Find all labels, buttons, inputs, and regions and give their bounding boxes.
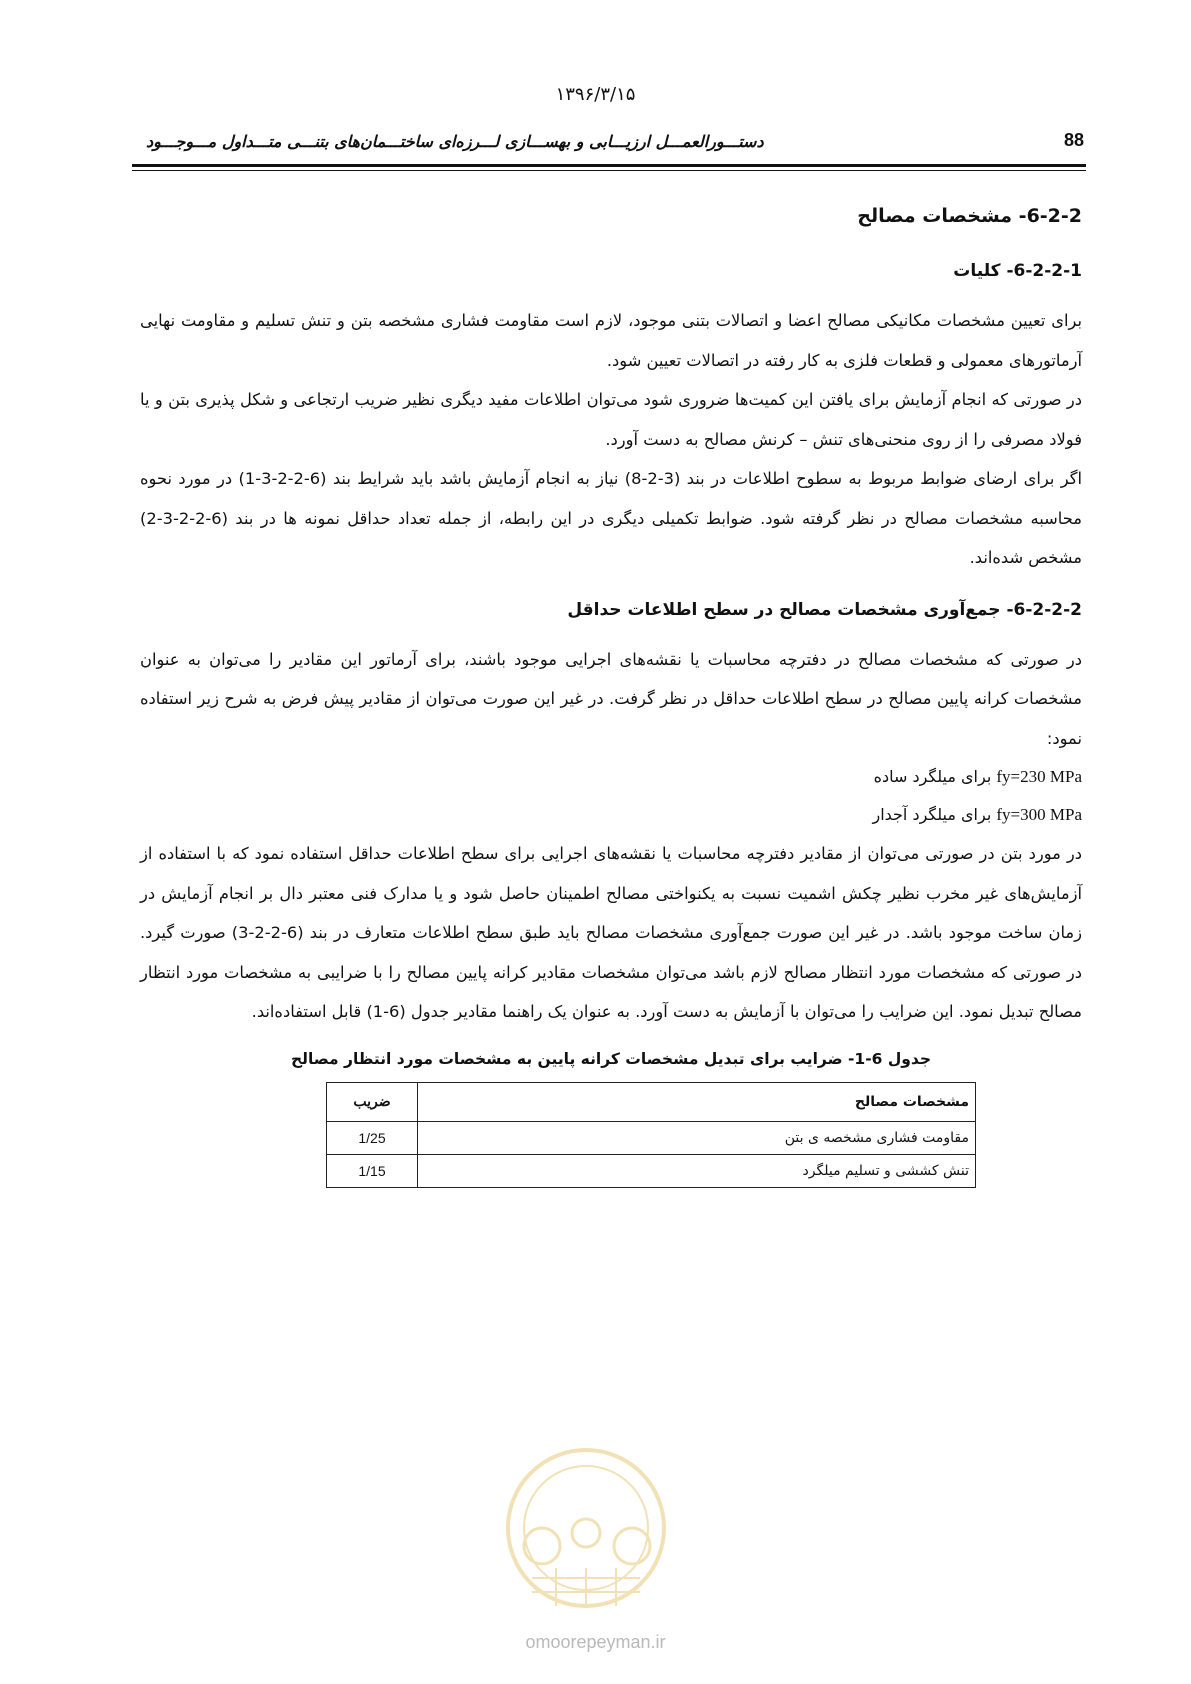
watermark-seal-icon bbox=[476, 1428, 696, 1618]
table-row bbox=[327, 1154, 976, 1187]
page-number: 88 bbox=[1063, 130, 1084, 150]
section-heading: 6-2-2- مشخصات مصالح bbox=[857, 205, 1082, 227]
table-cell-property: تنش کششی و تسلیم میلگرد bbox=[418, 1154, 976, 1187]
table-row bbox=[327, 1121, 976, 1154]
subsection-heading-general: 6-2-2-1- کلیات bbox=[953, 261, 1082, 281]
header-title: دستـــورالعمـــل ارزیـــابی و بهســـازی لـــرزه‌ای ساختـــمان‌های بتنـــی متـــداول مـــوجـــود bbox=[146, 132, 764, 151]
paragraph: در صورتی که انجام آزمایش برای یافتن این کمیت‌ها ضروری شود می‌توان اطلاعات مفید دیگری نظیر ضریب ارتجاعی و شکل پذیری بتن و یا فولاد مصرفی را از روی منحنی‌های تنش – کرنش مصالح به دست آورد. bbox=[140, 390, 1082, 449]
page-header bbox=[134, 126, 1084, 156]
fy-deformed-label: برای میلگرد آجدار bbox=[872, 805, 992, 824]
table-caption: جدول 6-1- ضرایب برای تبدیل مشخصات کرانه پایین به مشخصات مورد انتظار مصالح bbox=[290, 1049, 932, 1068]
coefficient-table bbox=[326, 1082, 976, 1188]
default-value-deformed-bar bbox=[140, 796, 1082, 834]
default-value-plain-bar bbox=[140, 758, 1082, 796]
table-cell-coefficient: 1/25 bbox=[327, 1121, 418, 1154]
table-cell-coefficient: 1/15 bbox=[327, 1154, 418, 1187]
paragraph: در مورد بتن در صورتی می‌توان از مقادیر دفترچه محاسبات یا نقشه‌های اجرایی برای سطح اطلاعات حداقل استفاده نمود که با استفاده از آزمایش‌های غیر مخرب نظیر چکش اشمیت نسبت به یکنواختی مصالح اطمینان حاصل شود و یا مدارک فنی معتبر دال بر انجام آزمایش در زمان ساخت موجود باشد. در غیر این صورت جمع‌آوری مشخصات مصالح باید طبق سطح اطلاعات متعارف در بند (6-2-2-3) صورت گیرد. در صورتی که مشخصات مورد انتظار مصالح لازم باشد می‌توان مشخصات مقادیر کرانه پایین مصالح را با ضرایبی به مشخصات مورد انتظار مصالح تبدیل نمود. این ضرایب را می‌توان با آزمایش به دست آورد. به عنوان یک راهنما مقادیر جدول (6-1) قابل استفاده‌اند. bbox=[140, 844, 1082, 1021]
paragraph: برای تعیین مشخصات مکانیکی مصالح اعضا و اتصالات بتنی موجود، لازم است مقاومت فشاری مشخصه بتن و تنش تسلیم و مقاومت نهایی آرماتورهای معمولی و قطعات فلزی به کار رفته در اتصالات تعیین شود. bbox=[140, 311, 1082, 370]
column-header-coefficient: ضریب bbox=[327, 1082, 418, 1121]
date-stamp: ۱۳۹۶/۳/۱۵ bbox=[555, 84, 636, 105]
main-content bbox=[140, 205, 1082, 1188]
paragraph: اگر برای ارضای ضوابط مربوط به سطوح اطلاعات در بند (3-2-8) نیاز به انجام آزمایش باشد باید شرایط بند (6-2-2-3-1) در مورد نحوه محاسبه مشخصات مصالح در نظر گرفته شود. ضوابط تکمیلی دیگری در این رابطه، از جمله تعداد حداقل نمونه ها در بند (6-2-2-3-2) مشخص شده‌اند. bbox=[140, 469, 1083, 567]
fy-plain-label: برای میلگرد ساده bbox=[873, 767, 992, 786]
subsection-heading-minimum-data: 6-2-2-2- جمع‌آوری مشخصات مصالح در سطح اطلاعات حداقل bbox=[567, 599, 1082, 620]
fy-deformed-value: fy=300 MPa bbox=[996, 805, 1082, 824]
table-cell-property: مقاومت فشاری مشخصه ی بتن bbox=[418, 1121, 976, 1154]
paragraph: در صورتی که مشخصات مصالح در دفترچه محاسبات یا نقشه‌های اجرایی موجود باشند، برای آرماتور این مقادیر را می‌توان به عنوان مشخصات کرانه پایین مصالح در سطح اطلاعات حداقل در نظر گرفت. در غیر این صورت می‌توان از مقادیر پیش فرض به شرح زیر استفاده نمود: bbox=[140, 649, 1082, 748]
header-rule-thick bbox=[132, 164, 1086, 167]
watermark-site: omoorepeyman.ir bbox=[525, 1632, 666, 1652]
fy-plain-value: fy=230 MPa bbox=[996, 767, 1082, 786]
header-rule-thin bbox=[132, 170, 1086, 171]
column-header-property: مشخصات مصالح bbox=[418, 1082, 976, 1121]
